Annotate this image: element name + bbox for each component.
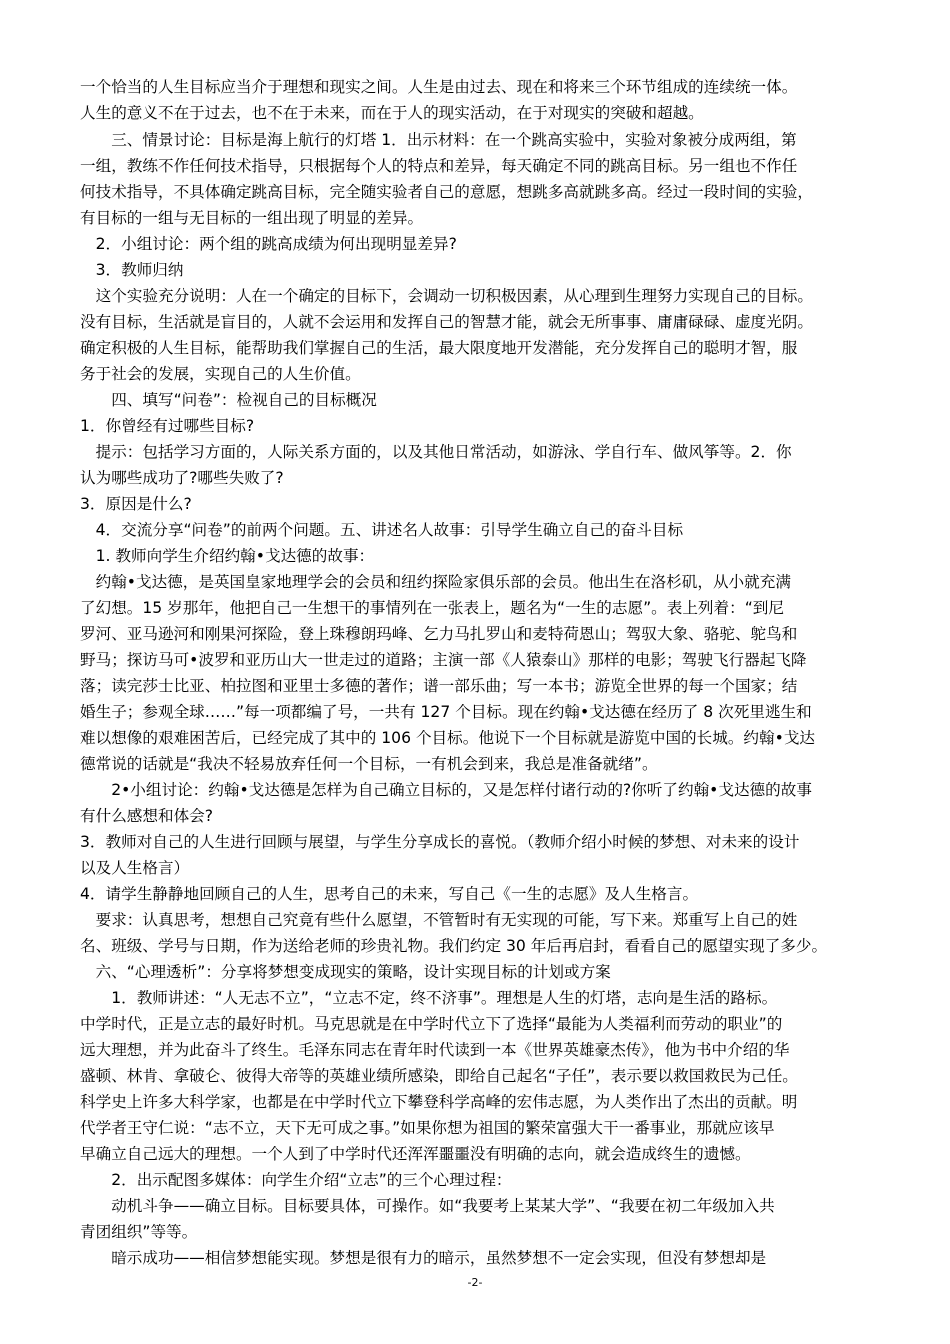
text-line: 远大理想，并为此奋斗了终生。毛泽东同志在青年时代读到一本《世界英雄豪杰传》，他为书中介绍的华 (80, 1041, 790, 1059)
text-line: 了幻想。15 岁那年，他把自己一生想干的事情列在一张表上，题名为“一生的志愿”。表上列着：“到尼 (80, 599, 784, 617)
text-line: 代学者王守仁说：“志不立，天下无可成之事。”如果你想为祖国的繁荣富强大干一番事业，那就应该早 (80, 1119, 775, 1137)
text-line: 2．小组讨论：两个组的跳高成绩为何出现明显差异? (80, 235, 457, 253)
page-number: -2- (467, 1276, 483, 1289)
text-line: 一个恰当的人生目标应当介于理想和现实之间。人生是由过去、现在和将来三个环节组成的连续统一体。 (80, 78, 798, 96)
text-line: 落；读完莎士比亚、柏拉图和亚里士多德的著作；谱一部乐曲；写一本书；游览全世界的每一个国家；结 (80, 677, 798, 695)
text-line: 德常说的话就是“我决不轻易放弃任何一个目标，一有机会到来，我总是准备就绪”。 (80, 755, 658, 773)
text-line: 婚生子；参观全球……”每一项都编了号，一共有 127 个目标。现在约翰•戈达德在经历了 8 次死里逃生和 (80, 703, 812, 721)
text-line: 早确立自己远大的理想。一个人到了中学时代还浑浑噩噩没有明确的志向，就会造成终生的遗憾。 (80, 1145, 751, 1163)
text-line: 人生的意义不在于过去，也不在于未来，而在于人的现实活动，在于对现实的突破和超越。 (80, 104, 704, 122)
text-line: 没有目标，生活就是盲目的，人就不会运用和发挥自己的智慧才能，就会无所事事、庸庸碌碌、虚度光阴。 (80, 313, 813, 331)
text-line: 以及人生格言） (80, 859, 190, 877)
text-line: 有什么感想和体会? (80, 807, 214, 825)
text-line: 确定积极的人生目标，能帮助我们掌握自己的生活，最大限度地开发潜能，充分发挥自己的聪明才智，服 (80, 339, 798, 357)
text-line: 1．你曾经有过哪些目标? (80, 417, 255, 435)
text-line: 三、情景讨论：目标是海上航行的灯塔 1．出示材料：在一个跳高实验中，实验对象被分成两组，第 (80, 131, 797, 149)
text-line: 动机斗争——确立目标。目标要具体，可操作。如“我要考上某某大学”、“我要在初二年级加入共 (80, 1197, 775, 1215)
text-line: 认为哪些成功了?哪些失败了? (80, 469, 284, 487)
text-line: 何技术指导，不具体确定跳高目标，完全随实验者自己的意愿，想跳多高就跳多高。经过一段时间的实验， (80, 183, 813, 201)
text-line: 要求：认真思考，想想自己究竟有些什么愿望，不管暂时有无实现的可能，写下来。郑重写上自己的姓 (80, 911, 798, 929)
section-heading: 四、填写“问卷”：检视自己的目标概况 (80, 391, 377, 409)
text-line: 4．交流分享“问卷”的前两个问题。五、讲述名人故事：引导学生确立自己的奋斗目标 (80, 521, 684, 539)
text-line: 务于社会的发展，实现自己的人生价值。 (80, 365, 361, 383)
text-line: 名、班级、学号与日期，作为送给老师的珍贵礼物。我们约定 30 年后再启封，看看自己的愿望实现了多少。 (80, 937, 828, 955)
text-line: 提示：包括学习方面的，人际关系方面的，以及其他日常活动，如游泳、学自行车、做风筝等。2．你 (80, 443, 792, 461)
text-line: 暗示成功——相信梦想能实现。梦想是很有力的暗示，虽然梦想不一定会实现，但没有梦想却是 (80, 1249, 767, 1267)
text-line: 一组，教练不作任何技术指导，只根据每个人的特点和差异，每天确定不同的跳高目标。另一组也不作任 (80, 157, 798, 175)
text-line: 中学时代，正是立志的最好时机。马克思就是在中学时代立下了选择“最能为人类福利而劳动的职业”的 (80, 1015, 783, 1033)
text-line: 约翰•戈达德，是英国皇家地理学会的会员和纽约探险家俱乐部的会员。他出生在洛杉矶，从小就充满 (80, 573, 791, 591)
text-line: 有目标的一组与无目标的一组出现了明显的差异。 (80, 209, 424, 227)
text-line: 3．原因是什么? (80, 495, 192, 513)
text-line: 这个实验充分说明：人在一个确定的目标下，会调动一切积极因素，从心理到生理努力实现自己的目标。 (80, 287, 813, 305)
section-heading: 六、“心理透析”：分享将梦想变成现实的策略，设计实现目标的计划或方案 (80, 963, 611, 981)
text-line: 难以想像的艰难困苦后，已经完成了其中的 106 个目标。他说下一个目标就是游览中国的长城。约翰•戈达 (80, 729, 816, 747)
text-line: 科学史上许多大科学家，也都是在中学时代立下攀登科学高峰的宏伟志愿，为人类作出了杰出的贡献。明 (80, 1093, 798, 1111)
text-line: 3．教师对自己的人生进行回顾与展望，与学生分享成长的喜悦。（教师介绍小时候的梦想、对未来的设计 (80, 833, 800, 851)
text-line: 1. 教师向学生介绍约翰•戈达德的故事： (80, 547, 375, 565)
text-line: 罗河、亚马逊河和刚果河探险，登上珠穆朗玛峰、乞力马扎罗山和麦特荷恩山；驾驭大象、骆驼、鸵鸟和 (80, 625, 798, 643)
text-line: 野马；探访马可•波罗和亚历山大一世走过的道路；主演一部《人猿泰山》那样的电影；驾驶飞行器起飞降 (80, 651, 807, 669)
text-line: 1．教师讲述：“人无志不立”，“立志不定，终不济事”。理想是人生的灯塔，志向是生活的路标。 (80, 989, 778, 1007)
text-line: 2•小组讨论：约翰•戈达德是怎样为自己确立目标的，又是怎样付诸行动的?你听了约翰•戈达德的故事 (80, 781, 812, 799)
text-line: 4．请学生静静地回顾自己的人生，思考自己的未来，写自己《一生的志愿》及人生格言。 (80, 885, 699, 903)
text-line: 3．教师归纳 (80, 261, 184, 279)
text-line: 2．出示配图多媒体：向学生介绍“立志”的三个心理过程： (80, 1171, 512, 1189)
text-line: 青团组织”等等。 (80, 1223, 198, 1241)
text-line: 盛顿、林肯、拿破仑、彼得大帝等的英雄业绩所感染，即给自己起名“子任”，表示要以救国救民为己任。 (80, 1067, 798, 1085)
